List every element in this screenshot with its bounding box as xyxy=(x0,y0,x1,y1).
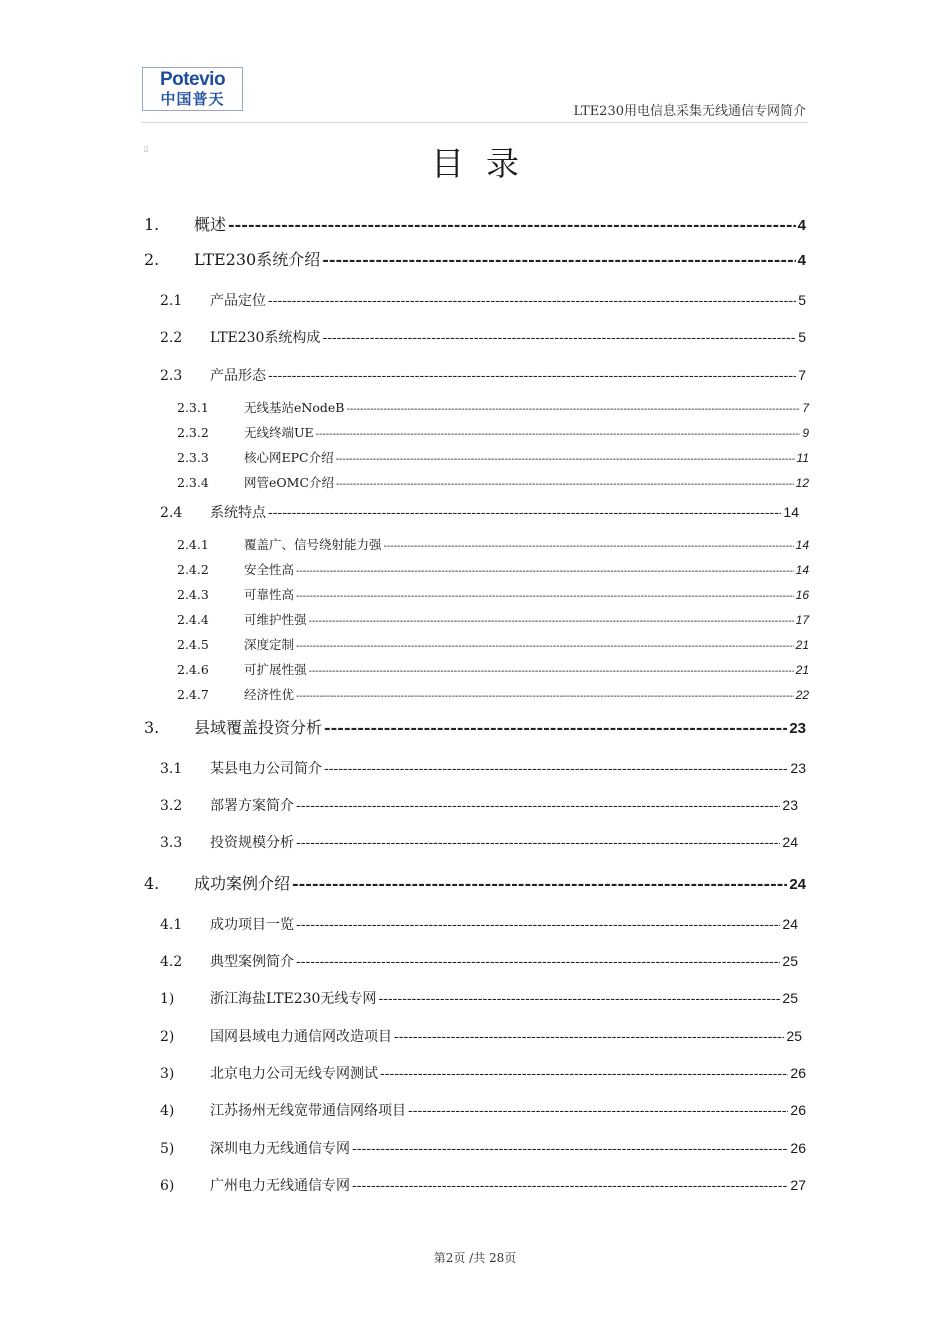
toc-number: 3.3 xyxy=(160,835,183,851)
toc-leader xyxy=(296,835,780,851)
page-footer: 第2页 /共 28页 xyxy=(433,1251,517,1265)
toc-title: 深度定制 xyxy=(244,637,295,652)
toc-entry-2-3-2[interactable] xyxy=(177,423,809,441)
toc-leader xyxy=(268,368,796,384)
toc-leader xyxy=(296,691,794,702)
toc-leader xyxy=(296,917,780,933)
toc-leader xyxy=(268,293,796,309)
toc-page: 14 xyxy=(795,563,809,577)
toc-page: 26 xyxy=(790,1102,806,1118)
toc-entry-4-1[interactable] xyxy=(160,914,798,934)
toc-number: 3.1 xyxy=(160,761,183,777)
toc-leader xyxy=(384,541,794,552)
potevio-logo xyxy=(142,67,243,111)
toc-page: 4 xyxy=(797,252,806,269)
toc-page: 5 xyxy=(798,292,806,308)
toc-number: 2.2 xyxy=(160,330,183,346)
toc-number: 2.3.3 xyxy=(177,450,209,465)
toc-number: 4.1 xyxy=(160,917,183,933)
toc-page: 21 xyxy=(795,638,809,652)
toc-title: 无线终端UE xyxy=(244,425,314,440)
toc-leader xyxy=(309,616,794,627)
toc-entry-2-2[interactable] xyxy=(160,327,806,347)
toc-title: 部署方案简介 xyxy=(210,798,294,814)
toc-number: 1) xyxy=(160,991,175,1007)
toc-entry-3-3[interactable] xyxy=(160,832,798,852)
toc-entry-2-1[interactable] xyxy=(160,290,806,310)
toc-number: 2. xyxy=(144,250,160,269)
toc-title: 产品定位 xyxy=(210,293,266,309)
header-divider xyxy=(142,122,808,123)
toc-leader xyxy=(296,798,780,814)
toc-leader xyxy=(352,1141,788,1157)
toc-leader xyxy=(378,991,780,1007)
toc-page: 23 xyxy=(790,760,806,776)
toc-entry-case-2[interactable] xyxy=(160,1026,802,1046)
toc-number: 2.3.2 xyxy=(177,425,209,440)
logo-wordmark: Potevio xyxy=(159,69,226,90)
toc-title: 典型案例简介 xyxy=(210,954,294,970)
toc-entry-2-4-7[interactable] xyxy=(177,685,809,703)
toc-page: 17 xyxy=(795,613,809,627)
toc-number: 2.4.3 xyxy=(177,587,209,602)
toc-number: 5) xyxy=(160,1141,175,1157)
toc-title: 国网县域电力通信网改造项目 xyxy=(210,1029,392,1045)
toc-leader xyxy=(296,591,794,602)
toc-entry-2-4-4[interactable] xyxy=(177,610,809,628)
toc-entry-3[interactable] xyxy=(144,715,806,738)
toc-entry-3-2[interactable] xyxy=(160,795,798,815)
stray-mark: ▯ xyxy=(144,144,149,153)
toc-number: 2.4.1 xyxy=(177,537,209,552)
toc-number: 3) xyxy=(160,1066,175,1082)
toc-title: 安全性高 xyxy=(244,562,295,577)
toc-entry-2-4-2[interactable] xyxy=(177,560,809,578)
toc-number: 4.2 xyxy=(160,954,183,970)
toc-page: 26 xyxy=(790,1065,806,1081)
toc-heading: 目录 xyxy=(431,144,541,183)
toc-title: 概述 xyxy=(194,215,227,234)
toc-title: 覆盖广、信号绕射能力强 xyxy=(244,537,382,552)
toc-number: 2.4 xyxy=(160,505,183,521)
toc-page: 26 xyxy=(790,1140,806,1156)
toc-entry-2-3-4[interactable] xyxy=(177,473,809,491)
toc-entry-case-6[interactable] xyxy=(160,1175,806,1195)
toc-title: 北京电力公司无线专网测试 xyxy=(210,1066,378,1082)
toc-number: 2.4.7 xyxy=(177,687,209,702)
toc-title: 浙江海盐LTE230无线专网 xyxy=(210,991,377,1007)
toc-entry-2[interactable] xyxy=(144,247,806,270)
toc-entry-case-3[interactable] xyxy=(160,1063,806,1083)
toc-leader xyxy=(408,1103,788,1119)
toc-leader xyxy=(296,641,794,652)
toc-entry-4-2[interactable] xyxy=(160,951,798,971)
toc-title: 可扩展性强 xyxy=(244,662,307,677)
toc-title: LTE230系统构成 xyxy=(210,330,321,346)
toc-leader xyxy=(309,666,794,677)
toc-page: 22 xyxy=(795,688,809,702)
toc-entry-2-3-1[interactable] xyxy=(177,398,809,416)
toc-entry-2-4-5[interactable] xyxy=(177,635,809,653)
toc-page: 4 xyxy=(797,217,806,234)
toc-entry-4[interactable] xyxy=(144,871,806,894)
toc-entry-2-3-3[interactable] xyxy=(177,448,809,466)
toc-entry-3-1[interactable] xyxy=(160,758,806,778)
toc-entry-2-4-1[interactable] xyxy=(177,535,809,553)
toc-title: LTE230系统介绍 xyxy=(194,250,321,269)
toc-page: 24 xyxy=(782,834,798,850)
toc-number: 3.2 xyxy=(160,798,183,814)
toc-entry-2-4-6[interactable] xyxy=(177,660,809,678)
toc-number: 2.4.6 xyxy=(177,662,209,677)
toc-number: 2.1 xyxy=(160,293,183,309)
toc-page: 14 xyxy=(795,538,809,552)
toc-entry-2-4-3[interactable] xyxy=(177,585,809,603)
logo-chinese-name: 中国普天 xyxy=(160,90,225,108)
toc-title: 核心网EPC介绍 xyxy=(244,450,334,465)
toc-number: 2.3.1 xyxy=(177,400,209,415)
toc-number: 4) xyxy=(160,1103,175,1119)
toc-entry-1[interactable] xyxy=(144,212,806,235)
toc-page: 7 xyxy=(798,367,806,383)
toc-title: 成功项目一览 xyxy=(210,917,294,933)
toc-number: 4. xyxy=(144,874,160,893)
toc-title: 无线基站eNodeB xyxy=(244,400,345,415)
toc-number: 2.4.5 xyxy=(177,637,209,652)
toc-leader xyxy=(228,215,796,234)
toc-page: 16 xyxy=(795,588,809,602)
toc-title: 江苏扬州无线宽带通信网络项目 xyxy=(210,1103,406,1119)
toc-leader xyxy=(346,404,800,415)
toc-leader xyxy=(380,1066,788,1082)
toc-page: 14 xyxy=(783,504,799,520)
toc-leader xyxy=(322,330,796,346)
toc-leader xyxy=(268,505,781,521)
toc-page: 11 xyxy=(796,451,809,465)
toc-leader xyxy=(352,1178,788,1194)
toc-title: 深圳电力无线通信专网 xyxy=(210,1141,350,1157)
toc-page: 5 xyxy=(798,329,806,345)
toc-entry-2-3[interactable] xyxy=(160,365,806,385)
toc-title: 县域覆盖投资分析 xyxy=(194,718,323,737)
toc-title: 某县电力公司简介 xyxy=(210,761,322,777)
toc-leader xyxy=(316,429,801,440)
toc-number: 2) xyxy=(160,1029,175,1045)
toc-page: 12 xyxy=(795,476,809,490)
toc-leader xyxy=(394,1029,784,1045)
toc-page: 7 xyxy=(802,401,809,415)
toc-entry-case-4[interactable] xyxy=(160,1100,806,1120)
toc-title: 成功案例介绍 xyxy=(194,874,291,893)
toc-leader xyxy=(292,874,787,893)
toc-title: 网管eOMC介绍 xyxy=(244,475,335,490)
toc-page: 23 xyxy=(782,797,798,813)
toc-leader xyxy=(336,454,795,465)
toc-page: 25 xyxy=(782,990,798,1006)
toc-leader xyxy=(322,250,795,269)
toc-leader xyxy=(296,566,794,577)
toc-leader xyxy=(336,479,794,490)
toc-entry-case-1[interactable] xyxy=(160,988,798,1008)
toc-page: 24 xyxy=(782,916,798,932)
toc-number: 2.3.4 xyxy=(177,475,209,490)
toc-number: 2.4.4 xyxy=(177,612,209,627)
toc-page: 23 xyxy=(789,720,806,737)
toc-leader xyxy=(324,761,788,777)
toc-page: 21 xyxy=(795,663,809,677)
toc-leader xyxy=(296,954,780,970)
toc-number: 1. xyxy=(144,215,160,234)
toc-page: 25 xyxy=(782,953,798,969)
toc-title: 产品形态 xyxy=(210,368,266,384)
toc-title: 经济性优 xyxy=(244,687,295,702)
toc-number: 3. xyxy=(144,718,160,737)
toc-title: 可靠性高 xyxy=(244,587,295,602)
toc-number: 2.4.2 xyxy=(177,562,209,577)
toc-page: 24 xyxy=(789,876,806,893)
toc-number: 6) xyxy=(160,1178,175,1194)
toc-page: 27 xyxy=(790,1177,806,1193)
toc-entry-2-4[interactable] xyxy=(160,502,799,522)
toc-title: 广州电力无线通信专网 xyxy=(210,1178,350,1194)
toc-leader xyxy=(324,718,787,737)
toc-entry-case-5[interactable] xyxy=(160,1138,806,1158)
toc-number: 2.3 xyxy=(160,368,183,384)
toc-title: 可维护性强 xyxy=(244,612,307,627)
document-header-title: LTE230用电信息采集无线通信专网简介 xyxy=(573,104,806,119)
toc-page: 25 xyxy=(786,1028,802,1044)
toc-page: 9 xyxy=(802,426,809,440)
toc-title: 投资规模分析 xyxy=(210,835,294,851)
toc-title: 系统特点 xyxy=(210,505,266,521)
